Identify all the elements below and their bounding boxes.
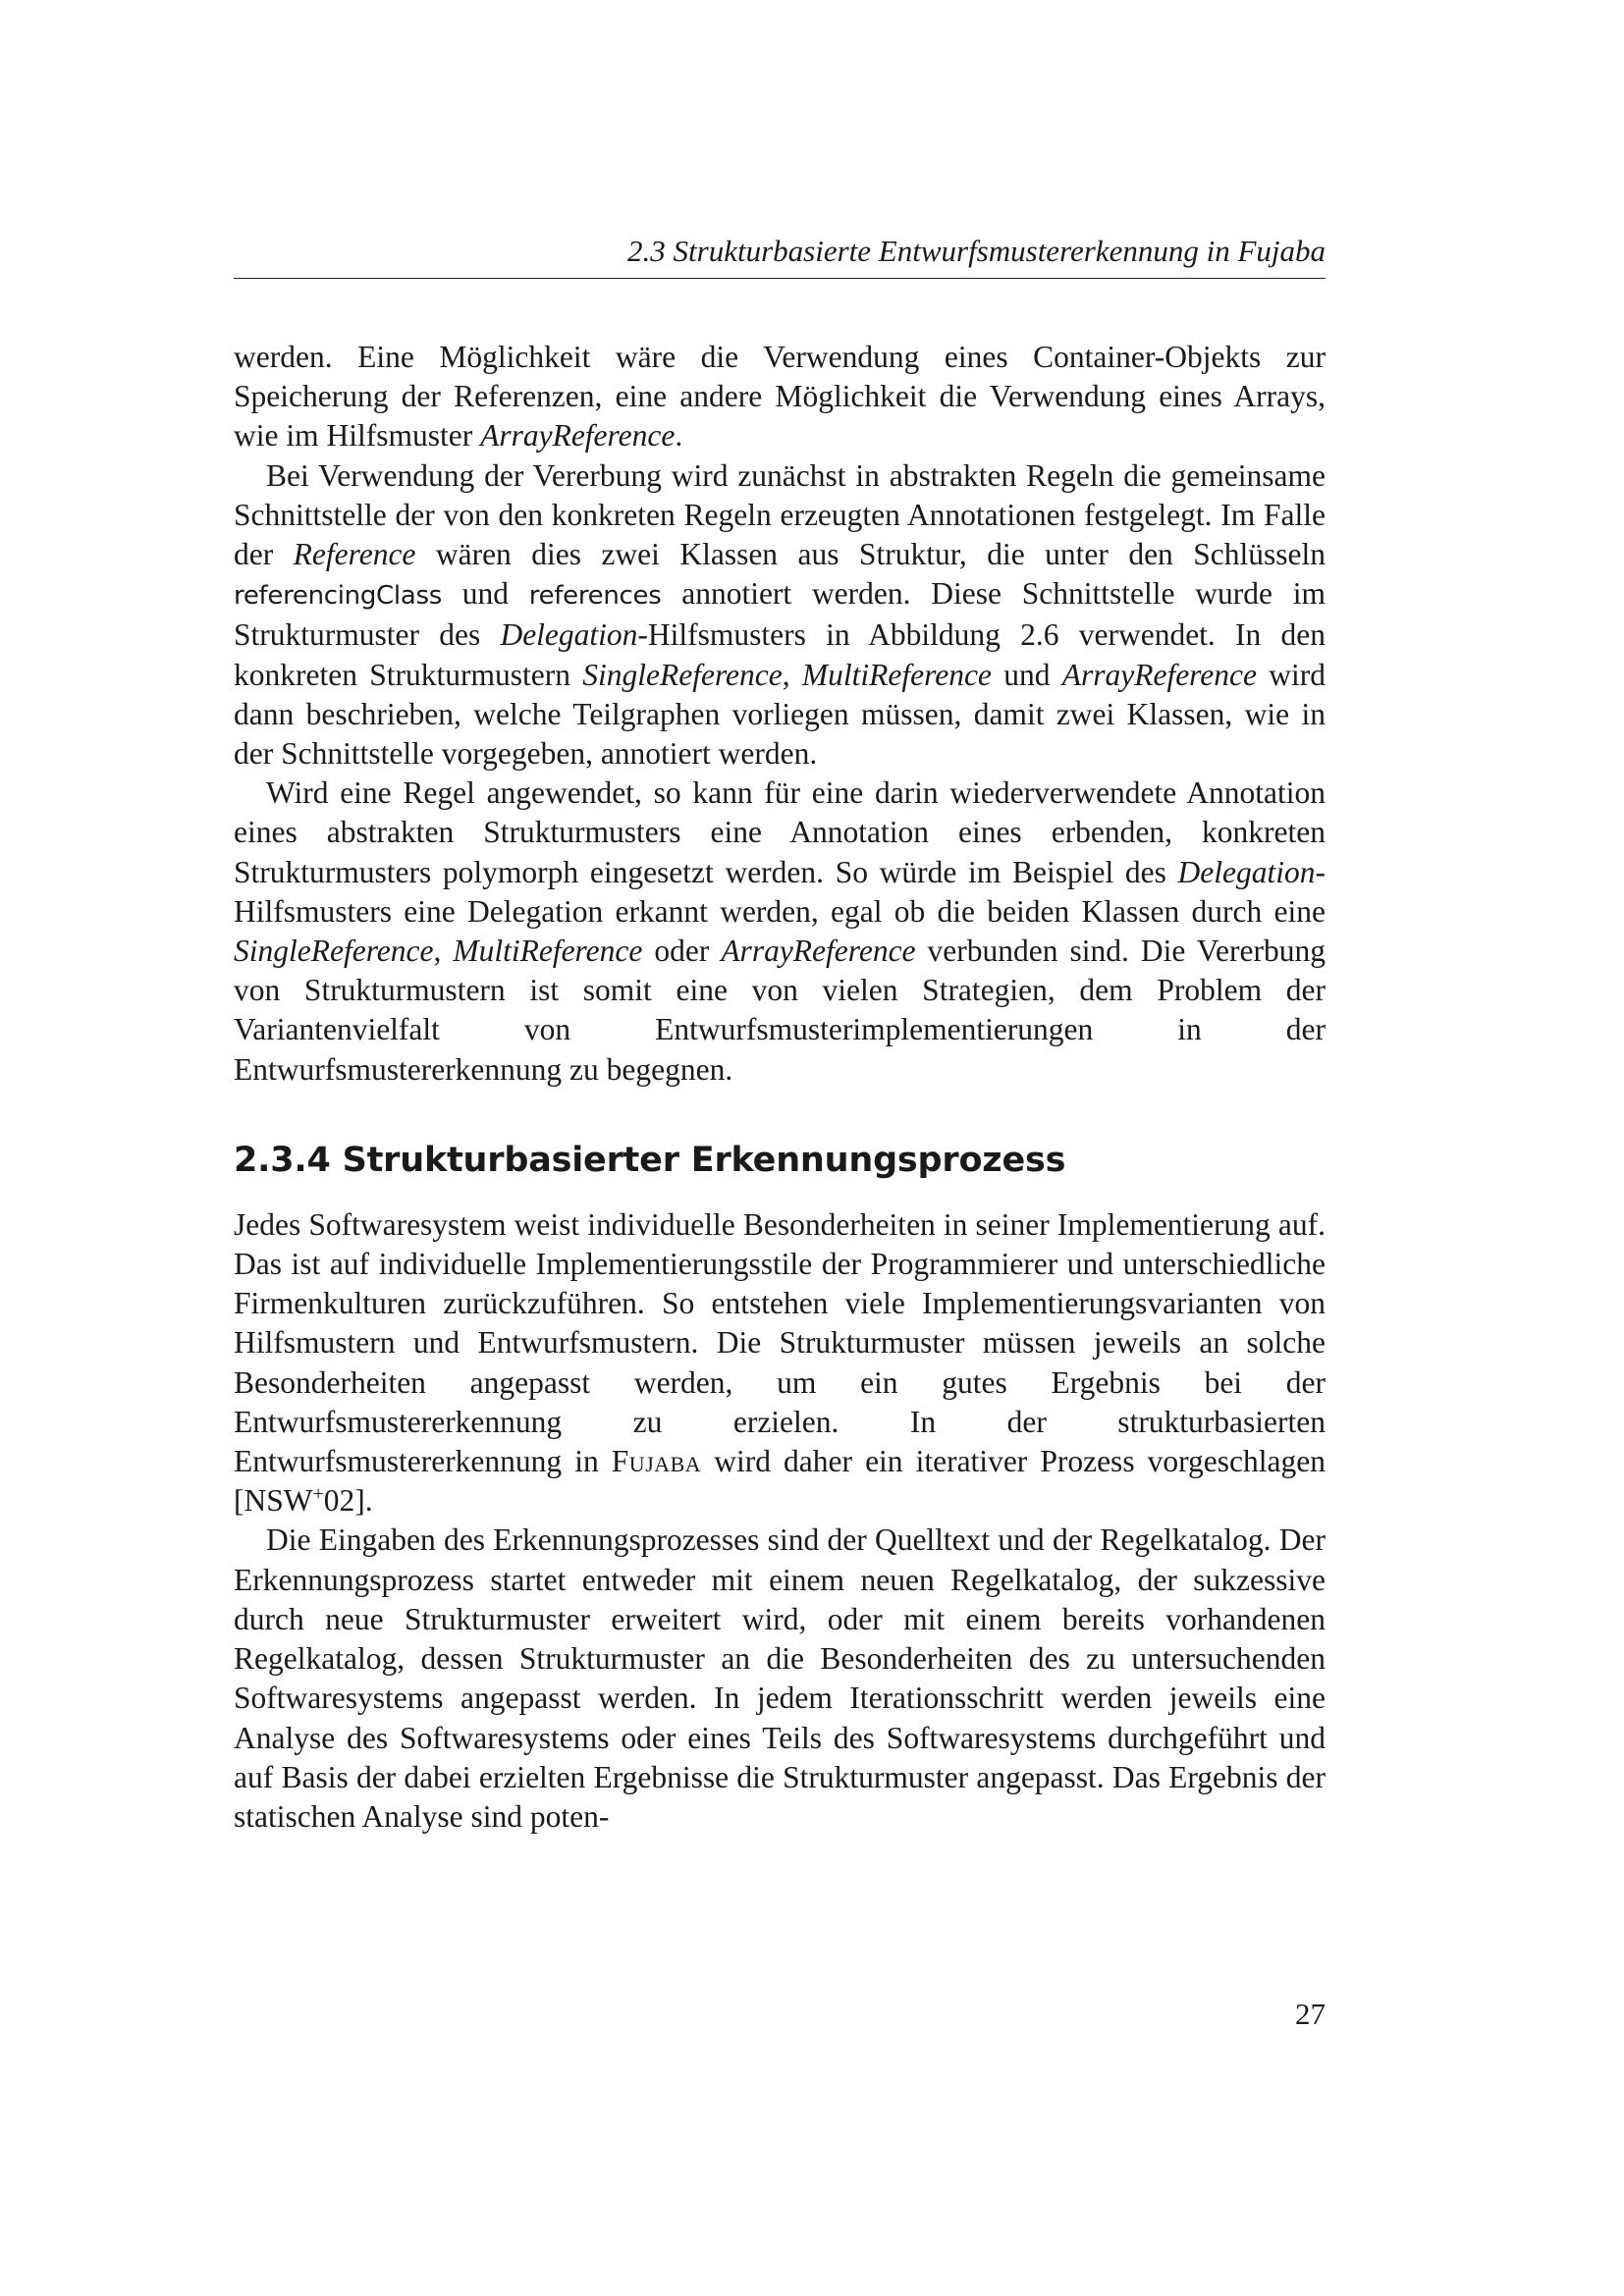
p4-text-3: 02]. [323,1483,373,1519]
p3-text-2: -Hilfsmusters eine Delegation erkannt werden, egal ob die beiden Klassen durch eine [234,854,1326,929]
p4-text-2: wird daher ein iterativer Prozess vorgeschlagen [NSW [234,1444,1326,1519]
p2-text-1: Bei Verwendung der Vererbung wird zunächst in abstrakten Regeln die gemeinsame Schnittstelle der von den konkreten Regeln erzeugten Annotationen festgelegt. Im Falle der [234,457,1326,572]
paragraph-3 [234,774,1326,1090]
p4-smallcaps-fujaba: Fujaba [611,1444,702,1479]
p3-emphasis-singlereference: SingleReference [234,934,434,969]
running-header: 2.3 Strukturbasierte Entwurfsmustererkennung in Fujaba [627,234,1326,268]
p2-emphasis-delegation: Delegation [500,617,638,653]
p2-text-8: wird dann beschrieben, welche Teilgraphen vorliegen müssen, damit zwei Klassen, wie in der Schnittstelle vorgegeben, annotiert werden. [234,657,1326,772]
p2-text-6: , [782,657,802,692]
document-page [234,0,1326,2296]
p4-citation-superscript: + [312,1483,324,1506]
paragraph-1 [234,338,1326,456]
p1-emphasis-arrayreference: ArrayReference [480,418,676,454]
p1-text-1: werden. Eine Möglichkeit wäre die Verwendung eines Container-Objekts zur Speicherung der Referenzen, eine andere Möglichkeit die Verwendung eines Arrays, wie im Hilfsmuster [234,340,1326,454]
p3-text-5: verbunden sind. Die Vererbung von Strukturmustern ist somit eine von vielen Strategien, dem Problem der Variantenvielfalt von Entwurfsmusterimplementierungen in der Entwurfsmustererkennung zu begegnen. [234,934,1326,1087]
p2-emphasis-singlereference: SingleReference [582,657,783,692]
p2-text-3: und [441,576,529,612]
p4-text-1: Jedes Softwaresystem weist individuelle Besonderheiten in seiner Implementierung auf. Das ist auf individuelle Implementierungsstile der Programmierer und unterschiedliche Firmenkulturen zurückzuführen. So entstehen viele Implementierungsvarianten von Hilfsmustern und Entwurfsmustern. Die Strukturmuster müssen jeweils an solche Besonderheiten angepasst werden, um ein gutes Ergebnis bei der Entwurfsmustererkennung zu erzielen. In der strukturbasierten Entwurfsmustererkennung in [234,1206,1326,1479]
p3-emphasis-multireference: MultiReference [453,934,643,969]
p2-text-5: -Hilfsmusters in Abbildung 2.6 verwendet. In den konkreten Strukturmustern [234,617,1326,692]
p2-emphasis-multireference: MultiReference [801,657,992,692]
p2-code-referencingclass: referencingClass [234,581,442,612]
paragraph-5 [234,1521,1326,1837]
p2-emphasis-reference: Reference [293,537,416,572]
header-rule [234,278,1326,279]
page-number: 27 [1295,1997,1326,2031]
p3-text-4: oder [642,934,722,969]
p2-text-7: und [991,657,1062,692]
section-heading: 2.3.4 Strukturbasierter Erkennungsprozess [234,1140,1066,1180]
p3-emphasis-delegation: Delegation [1177,854,1316,889]
p1-text-2: . [675,418,683,454]
body-text [234,338,1326,1837]
p2-text-2: wären dies zwei Klassen aus Struktur, die unter den Schlüsseln [415,537,1326,572]
paragraph-2 [234,456,1326,774]
paragraph-4 [234,1205,1326,1522]
p3-text-3: , [433,934,454,969]
p3-text-1: Wird eine Regel angewendet, so kann für eine darin wiederverwendete Annotation eines abstrakten Strukturmusters eine Annotation eines erbenden, konkreten Strukturmusters polymorph eingesetzt werden. So würde im Beispiel des [234,775,1326,889]
p3-emphasis-arrayreference: ArrayReference [721,934,916,969]
p2-code-references: references [528,581,662,612]
p2-emphasis-arrayreference: ArrayReference [1061,657,1257,692]
p2-text-4: annotiert werden. Diese Schnittstelle wurde im Strukturmuster des [234,576,1326,653]
p5-text-1: Die Eingaben des Erkennungsprozesses sind der Quelltext und der Regelkatalog. Der Erkennungsprozess startet entweder mit einem neuen Regelkatalog, der sukzessive durch neue Strukturmuster erweitert wird, oder mit einem bereits vorhandenen Regelkatalog, dessen Strukturmuster an die Besonderheiten des zu untersuchenden Softwaresystems angepasst werden. In jedem Iterationsschritt werden jeweils eine Analyse des Softwaresystems oder eines Teils des Softwaresystems durchgeführt und auf Basis der dabei erzielten Ergebnisse die Strukturmuster angepasst. Das Ergebnis der statischen Analyse sind poten- [234,1522,1326,1834]
